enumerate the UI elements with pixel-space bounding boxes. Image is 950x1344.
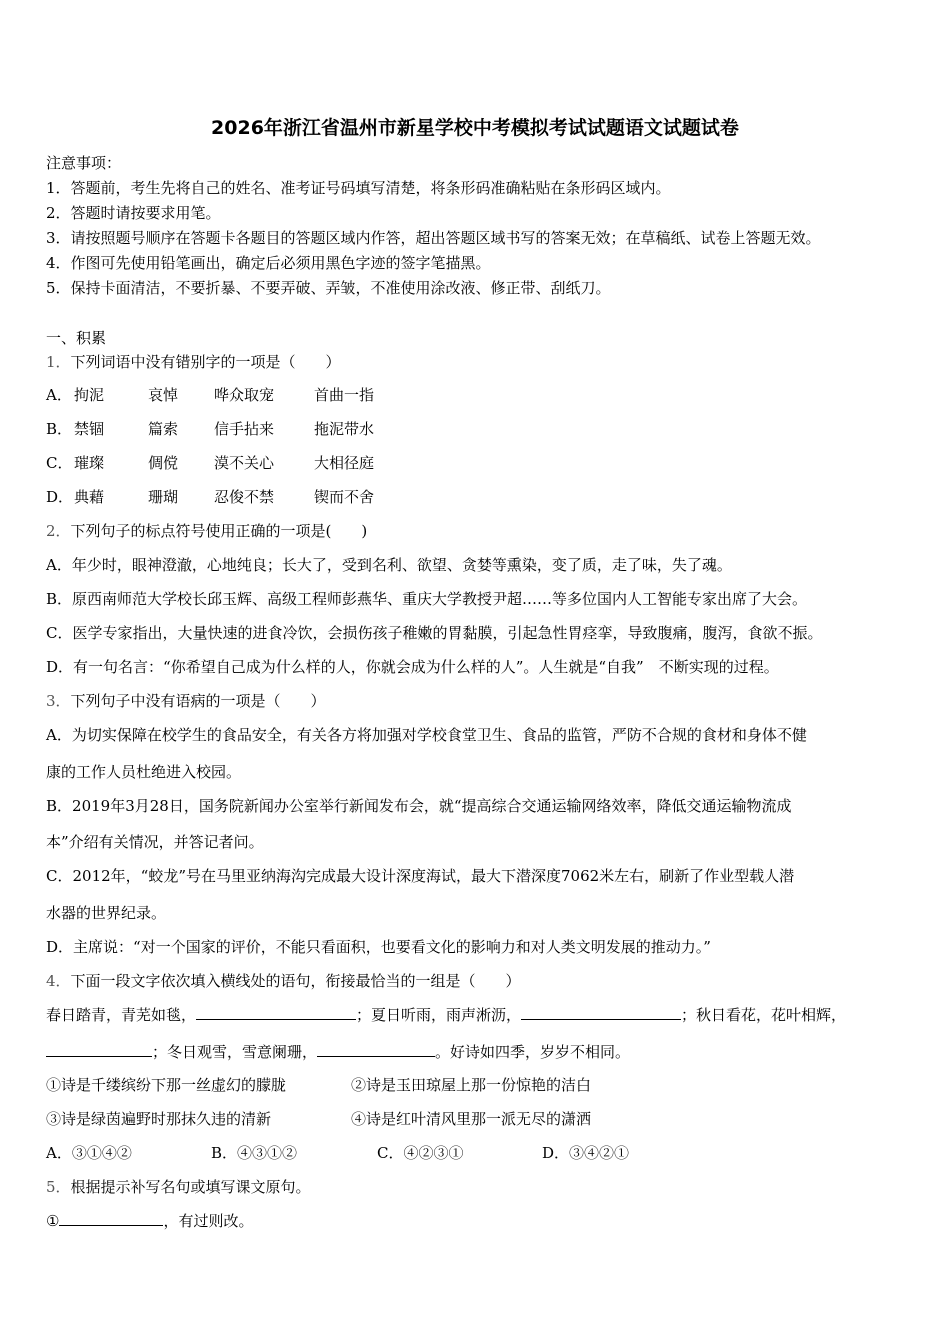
q1-option-b — [46, 419, 374, 439]
q3-option-c-cont: 水器的世界纪录。 — [46, 904, 167, 922]
fill-blank[interactable] — [521, 1005, 681, 1020]
sentence-option: ③诗是绿茵遍野时那抹久违的清新 — [46, 1110, 272, 1128]
q3-option-d: D．主席说：“对一个国家的评价，不能只看面积，也要看文化的影响力和对人类文明发展的推动力。” — [46, 938, 711, 956]
option-word: 锲而不舍 — [314, 488, 375, 506]
option-label: B． — [46, 420, 73, 438]
notice-item: 3．请按照题号顺序在答题卡各题目的答题区域内作答，超出答题区域书写的答案无效；在草稿纸、试卷上答题无效。 — [46, 229, 821, 247]
q3-option-b-cont: 本”介绍有关情况，并答记者问。 — [46, 833, 264, 851]
question-text: 下列句子的标点符号使用正确的一项是( ) — [70, 522, 368, 540]
sentence-option: ④诗是红叶清风里那一派无尽的潇洒 — [351, 1110, 592, 1128]
option-word: 大相径庭 — [314, 454, 375, 472]
option-word: 典藉 — [74, 488, 105, 506]
q4-choices — [46, 1143, 629, 1163]
passage-text: ① — [46, 1212, 60, 1230]
question-number: 2． — [46, 522, 71, 540]
question-5-stem — [46, 1177, 311, 1197]
option-word: 倜傥 — [148, 454, 179, 472]
notice-item: 5．保持卡面清洁，不要折暴、不要弄破、弄皱，不准使用涂改液、修正带、刮纸刀。 — [46, 279, 611, 297]
choice: D．③④②① — [542, 1144, 630, 1162]
option-word: 拘泥 — [74, 386, 105, 404]
q3-option-a-cont: 康的工作人员杜绝进入校园。 — [46, 763, 242, 781]
question-text: 下列句子中没有语病的一项是（ ） — [70, 692, 326, 710]
q2-option-c: C．医学专家指出，大量快速的进食冷饮，会损伤孩子稚嫩的胃黏膜，引起急性胃痉挛，导致腹痛，腹泻，食欲不振。 — [46, 624, 823, 642]
option-label: C． — [46, 454, 73, 472]
question-number: 1． — [46, 353, 71, 371]
question-text: 下列词语中没有错别字的一项是（ ） — [70, 353, 341, 371]
notice-heading: 注意事项： — [46, 154, 122, 172]
choice: C．④②③① — [377, 1144, 464, 1162]
q3-option-c: C．2012年，“蛟龙”号在马里亚纳海沟完成最大设计深度海试，最大下潜深度7062米左右，刷新了作业型载人潜 — [46, 867, 795, 885]
question-number: 3． — [46, 692, 71, 710]
option-word: 首曲一指 — [314, 386, 375, 404]
option-label: D． — [46, 488, 74, 506]
section-heading: 一、积累 — [46, 329, 107, 347]
passage-text: 。好诗如四季，岁岁不相同。 — [435, 1043, 631, 1061]
passage-text: ，有过则改。 — [163, 1212, 254, 1230]
notice-item: 4．作图可先使用铅笔画出，确定后必须用黑色字迹的签字笔描黑。 — [46, 254, 491, 272]
q4-passage-line-2 — [46, 1042, 630, 1062]
option-word: 漠不关心 — [214, 454, 275, 472]
sentence-option: ①诗是千缕缤纷下那一丝虚幻的朦胧 — [46, 1076, 287, 1094]
choice: B．④③①② — [211, 1144, 298, 1162]
question-number: 5． — [46, 1178, 71, 1196]
option-word: 篇索 — [148, 420, 179, 438]
option-word: 信手拈来 — [214, 420, 275, 438]
question-2-stem — [46, 521, 367, 541]
q1-option-a — [46, 385, 374, 405]
option-label: A． — [46, 386, 72, 404]
option-word: 珊瑚 — [148, 488, 179, 506]
notice-item: 2．答题时请按要求用笔。 — [46, 204, 221, 222]
passage-text: ；秋日看花，花叶相辉， — [681, 1006, 847, 1024]
option-word: 哀悼 — [148, 386, 179, 404]
q4-sentences-row-1 — [46, 1075, 591, 1095]
question-number: 4． — [46, 972, 71, 990]
passage-text: 春日踏青，青芜如毯， — [46, 1006, 197, 1024]
option-word: 拖泥带水 — [314, 420, 375, 438]
passage-text: ；冬日观雪，雪意阑珊， — [152, 1043, 318, 1061]
q3-option-a: A．为切实保障在校学生的食品安全，有关各方将加强对学校食堂卫生、食品的监管，严防不合规的食材和身体不健 — [46, 726, 807, 744]
question-text: 下面一段文字依次填入横线处的语句，衔接最恰当的一组是（ ） — [70, 972, 521, 990]
q2-option-a: A．年少时，眼神澄澈，心地纯良；长大了，受到名利、欲望、贪婪等熏染，变了质，走了味，失了魂。 — [46, 556, 732, 574]
option-word: 哗众取宠 — [214, 386, 275, 404]
question-3-stem — [46, 691, 326, 711]
sentence-option: ②诗是玉田琼屋上那一份惊艳的洁白 — [351, 1076, 592, 1094]
q1-option-d — [46, 487, 374, 507]
option-word: 忍俊不禁 — [214, 488, 275, 506]
fill-blank[interactable] — [46, 1042, 152, 1057]
page-title: 2026年浙江省温州市新星学校中考模拟考试试题语文试题试卷 — [211, 117, 739, 139]
passage-text: ；夏日听雨，雨声淅沥， — [356, 1006, 522, 1024]
q4-passage-line-1 — [46, 1005, 846, 1025]
option-word: 禁锢 — [74, 420, 105, 438]
q1-option-c — [46, 453, 374, 473]
q5-line-1 — [46, 1211, 253, 1231]
fill-blank[interactable] — [196, 1005, 356, 1020]
q4-sentences-row-2 — [46, 1109, 591, 1129]
q2-option-b: B．原西南师范大学校长邱玉辉、高级工程师彭燕华、重庆大学教授尹超……等多位国内人工智能专家出席了大会。 — [46, 590, 808, 608]
question-text: 根据提示补写名句或填写课文原句。 — [70, 1178, 311, 1196]
fill-blank[interactable] — [59, 1211, 163, 1226]
choice: A．③①④② — [46, 1144, 132, 1162]
fill-blank[interactable] — [317, 1042, 435, 1057]
option-word: 璀璨 — [74, 454, 105, 472]
notice-item: 1．答题前，考生先将自己的姓名、准考证号码填写清楚，将条形码准确粘贴在条形码区域内。 — [46, 179, 671, 197]
question-4-stem — [46, 971, 521, 991]
q2-option-d: D．有一句名言：“你希望自己成为什么样的人，你就会成为什么样的人”。人生就是“自我” 不断实现的过程。 — [46, 658, 779, 676]
question-1-stem — [46, 352, 341, 372]
q3-option-b: B．2019年3月28日，国务院新闻办公室举行新闻发布会，就“提高综合交通运输网络效率，降低交通运输物流成 — [46, 797, 792, 815]
